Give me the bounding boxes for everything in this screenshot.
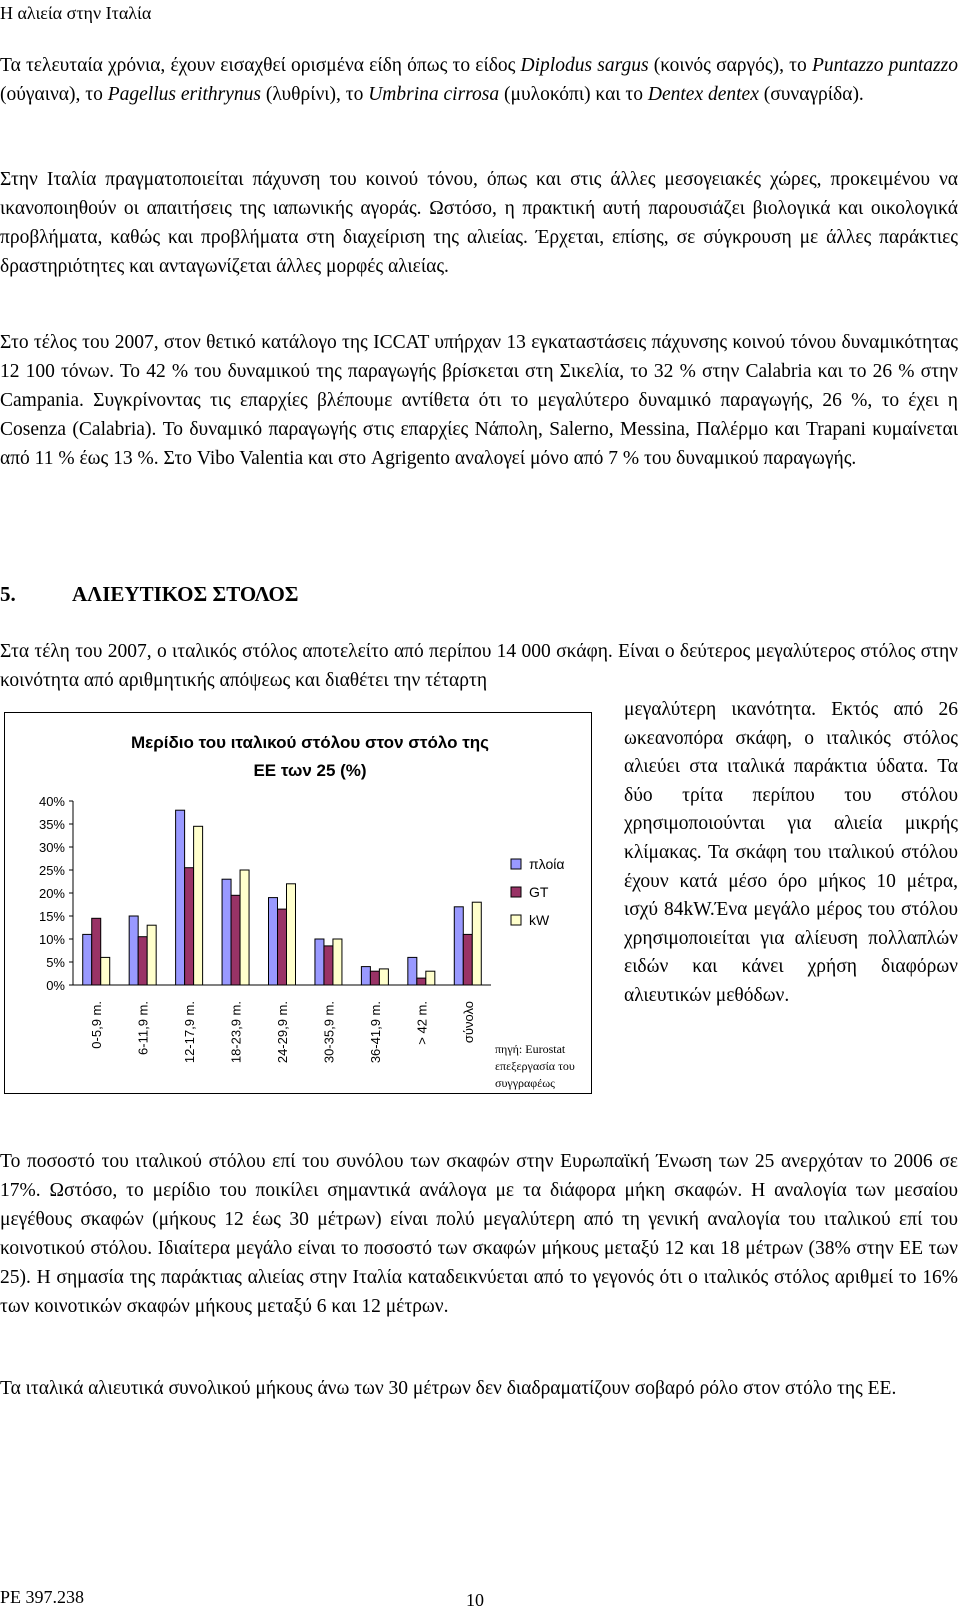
fleet-share-chart [4,712,592,1094]
bar-πλοία-3 [222,879,231,985]
bar-kW-4 [287,884,296,985]
paragraph-species [0,51,958,109]
x-tick-label: > 42 m. [414,1001,430,1045]
bar-πλοία-0 [83,934,92,985]
chart-source-note [495,1041,605,1092]
bar-kW-8 [472,902,481,985]
bar-kW-7 [426,971,435,985]
bar-kW-6 [379,969,388,985]
bar-πλοία-7 [408,957,417,985]
legend-swatch-0 [511,859,521,869]
y-tick-label: 25% [38,863,65,878]
text-run: Τα τελευταία χρόνια, έχουν εισαχθεί ορισμένα είδη όπως το είδος [0,55,521,76]
bar-kW-5 [333,939,342,985]
species-name: Umbrina cirrosa [368,84,500,105]
species-name: Pagellus erithrynus [107,84,261,105]
bar-kW-1 [147,925,156,985]
y-tick-label: 40% [38,794,65,809]
page-header: Η αλιεία στην Ιταλία [0,3,152,23]
y-tick-label: 15% [38,909,65,924]
bar-GT-5 [324,946,333,985]
bar-πλοία-6 [361,967,370,985]
chart-title-line1: Μερίδιο του ιταλικού στόλου στον στόλο της [130,733,490,752]
legend-label: kW [529,912,550,928]
species-name: Diplodus sargus [520,55,649,76]
y-tick-label: 20% [38,886,65,901]
x-tick-label: 6-11,9 m. [135,1001,151,1055]
bar-πλοία-8 [454,907,463,985]
paragraph-fleet-lead: Στα τέλη του 2007, ο ιταλικός στόλος αποτελείτο από περίπου 14 000 σκάφη. Είναι ο δεύτερος μεγαλύτερος στόλος στην κοινότητα από αριθμητικής απόψεως και διαθέτει την τέταρτη [0,641,958,691]
y-tick-label: 10% [38,932,65,947]
source-line1: πηγή: Eurostat [495,1042,566,1056]
section-heading [0,580,299,608]
paragraph-tuna-fattening: Στην Ιταλία πραγματοποιείται πάχυνση του κοινού τόνου, όπως και στις άλλες μεσογειακές χώρες, προκειμένου να ικανοποιηθούν οι απαιτήσεις της ιαπωνικής αγοράς. Ωστόσο, η πρακτική αυτή παρουσιάζει βιολογικά και οικολογικά προβλήματα, καθώς και προβλήματα στη διαχείριση της αλιείας. Έρχεται, επίσης, σε σύγκρουση με άλλες παράκτιες δραστηριότητες και ανταγωνίζεται άλλες μορφές αλιείας. [0,169,958,277]
bar-πλοία-5 [315,939,324,985]
text-run: (ούγαινα), το [0,84,108,105]
bar-GT-3 [231,895,240,985]
species-name: Puntazzo puntazzo [811,55,958,76]
paragraph-fleet-float: μεγαλύτερη ικανότητα. Εκτός από 26 ωκεανοπόρα σκάφη, ο ιταλικός στόλος αλιεύει στα ιταλικά παράκτια ύδατα. Τα δύο τρίτα περίπου του στόλου χρησιμοποιούνται για αλιεία μικρής κλίμακας. Τα σκάφη του ιταλικού στόλου έχουν κατά μέσο όρο μήκος 10 μέτρα, ισχύ 84kW.Ένα μεγάλο μέρος του στόλου χρησιμοποιείται για αλίευση πολλαπλών ειδών και κάνει χρήση διαφόρων αλιευτικών μεθόδων. [624,699,958,1006]
text-run: (συναγρίδα). [758,84,864,105]
source-line3: συγγραφέως [495,1076,555,1090]
paragraph-iccat: Στο τέλος του 2007, στον θετικό κατάλογο της ICCAT υπήρχαν 13 εγκαταστάσεις πάχυνσης κοινού τόνου δυναμικότητας 12 100 τόνων. Το 42 % του δυναμικού της παραγωγής βρίσκεται στη Σικελία, το 32 % στην Calabria και το 26 % στην Campania. Συγκρίνοντας τις επαρχίες βλέπουμε αντίθετα ότι το μεγαλύτερο δυναμικό παραγωγής, 26 %, το έχει η Cosenza (Calabria). Το δυναμικό παραγωγής στις επαρχίες Νάπολη, Salerno, Messina, Παλέρμο και Trapani κυμαίνεται από 11 % έως 13 %. Στο Vibo Valentia και στο Agrigento αναλογεί μόνο από 7 % του δυναμικού παραγωγής. [0,332,958,469]
footer-page-number: 10 [466,1590,484,1610]
legend-label: πλοία [529,856,565,872]
x-tick-label: 0-5,9 m. [89,1001,105,1049]
bar-kW-3 [240,870,249,985]
bar-πλοία-4 [269,898,278,985]
x-tick-label: 18-23,9 m. [228,1001,244,1064]
species-name: Dentex dentex [647,84,759,105]
bar-GT-2 [185,868,194,985]
x-tick-label: 24-29,9 m. [275,1001,290,1064]
y-tick-label: 30% [38,840,65,855]
bar-πλοία-1 [129,916,138,985]
bar-kW-0 [101,957,110,985]
legend-swatch-1 [511,887,521,897]
bar-GT-6 [370,971,379,985]
chart-plot [5,713,591,1093]
text-run: (λυθρίνι), το [261,84,369,105]
bar-GT-8 [463,934,472,985]
section-title: ΑΛΙΕΥΤΙΚΟΣ ΣΤΟΛΟΣ [72,582,299,606]
text-run: (κοινός σαργός), το [648,55,812,76]
section-number: 5. [0,582,16,606]
bar-kW-2 [194,826,203,985]
y-tick-label: 0% [46,978,65,993]
bar-GT-1 [138,937,147,985]
bar-GT-7 [417,978,426,985]
paragraph-eu-share: Το ποσοστό του ιταλικού στόλου επί του συνόλου των σκαφών στην Ευρωπαϊκή Ένωση των 25 ανερχόταν το 2006 σε 17%. Ωστόσο, το μερίδιο του ποικίλει σημαντικά ανάλογα με τα διάφορα μήκη σκαφών. Η αναλογία των μεσαίου μεγέθους σκαφών (μήκους 12 έως 30 μέτρων) είναι πολύ μεγαλύτερη από τη γενική αναλογία του ιταλικού επί του κοινοτικού στόλου. Ιδιαίτερα μεγάλο είναι το ποσοστό των σκαφών μήκους μεταξύ 12 και 18 μέτρων (38% στην ΕΕ των 25). Η σημασία της παράκτιας αλιείας στην Ιταλία καταδεικνύεται από το γεγονός ότι ο ιταλικός στόλος αριθμεί το 16% των κοινοτικών σκαφών μήκους μεταξύ 6 και 12 μέτρων. [0,1151,958,1317]
paragraph-large-vessels: Τα ιταλικά αλιευτικά συνολικού μήκους άνω των 30 μέτρων δεν διαδραματίζουν σοβαρό ρόλο στον στόλο της ΕΕ. [0,1378,897,1399]
x-tick-label: 30-35,9 m. [321,1001,337,1064]
y-tick-label: 35% [38,817,65,832]
text-run: (μυλοκόπι) και το [499,84,648,105]
y-tick-label: 5% [46,955,65,970]
legend-swatch-2 [511,915,521,925]
bar-πλοία-2 [176,810,185,985]
bar-GT-0 [92,918,101,985]
x-tick-label: 36-41,9 m. [367,1001,383,1064]
x-tick-label: 12-17,9 m. [182,1001,198,1064]
source-line2: επεξεργασία του [495,1059,575,1073]
legend-label: GT [529,884,549,900]
chart-title-line2: ΕΕ των 25 (%) [253,761,367,780]
x-tick-label: σύνολο [460,1001,476,1044]
bar-GT-4 [278,909,287,985]
footer-doc-ref: PE 397.238 [0,1587,85,1607]
